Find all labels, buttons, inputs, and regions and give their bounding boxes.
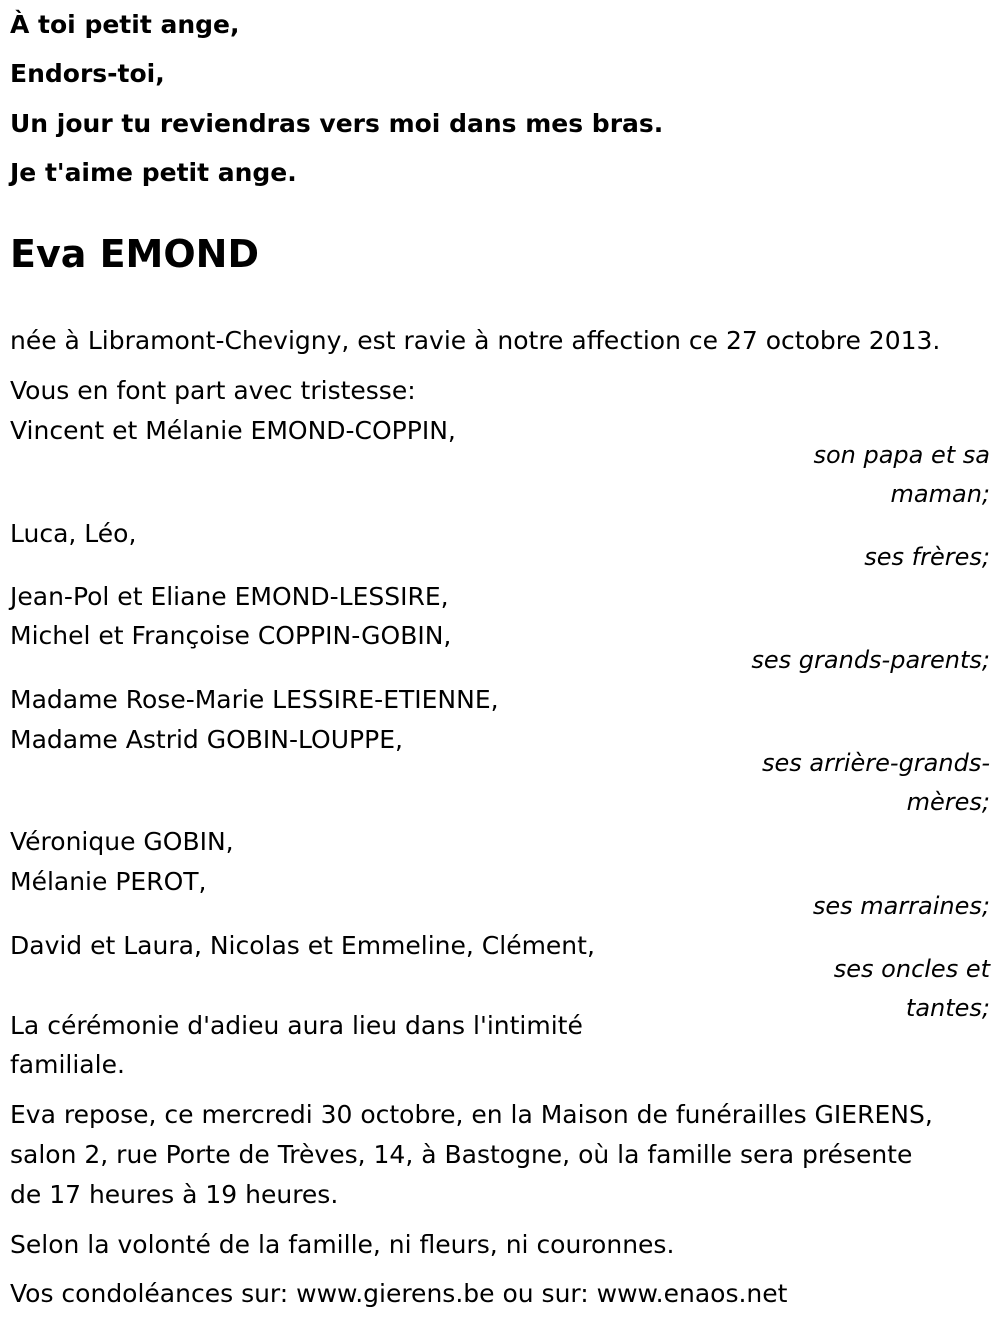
rest-line-3: de 17 heures à 19 heures. bbox=[10, 1180, 339, 1209]
great-grandmothers-names-2: Madame Astrid GOBIN-LOUPPE, bbox=[10, 725, 403, 754]
great-grandmothers-names-1: Madame Rose-Marie LESSIRE-ETIENNE, bbox=[10, 685, 499, 714]
intro-line: Vous en font part avec tristesse: bbox=[10, 376, 416, 405]
ceremony-line-1: La cérémonie d'adieu aura lieu dans l'intimité bbox=[10, 1011, 583, 1040]
birth-line: née à Libramont-Chevigny, est ravie à notre affection ce 27 octobre 2013. bbox=[10, 326, 941, 355]
ceremony-line-2: familiale. bbox=[10, 1050, 125, 1079]
deceased-name: Eva EMOND bbox=[10, 232, 260, 276]
uncles-aunts-names: David et Laura, Nicolas et Emmeline, Clément, bbox=[10, 931, 595, 960]
godmothers-names-1: Véronique GOBIN, bbox=[10, 827, 234, 856]
poem-line-4: Je t'aime petit ange. bbox=[10, 158, 297, 187]
parents-names: Vincent et Mélanie EMOND-COPPIN, bbox=[10, 416, 456, 445]
poem-line-1: À toi petit ange, bbox=[10, 10, 240, 39]
parents-relation: son papa et sa maman; bbox=[813, 441, 990, 508]
grandparents-names-1: Jean-Pol et Eliane EMOND-LESSIRE, bbox=[10, 582, 449, 611]
brothers-relation: ses frères; bbox=[864, 543, 990, 571]
wish-line: Selon la volonté de la famille, ni fleurs, ni couronnes. bbox=[10, 1230, 675, 1259]
rest-line-1: Eva repose, ce mercredi 30 octobre, en la Maison de funérailles GIERENS, bbox=[10, 1100, 933, 1129]
grandparents-names-2: Michel et Françoise COPPIN-GOBIN, bbox=[10, 621, 452, 650]
godmothers-relation: ses marraines; bbox=[812, 892, 990, 920]
brothers-names: Luca, Léo, bbox=[10, 519, 137, 548]
grandparents-relation: ses grands-parents; bbox=[751, 646, 990, 674]
godmothers-names-2: Mélanie PEROT, bbox=[10, 867, 207, 896]
condolences-line: Vos condoléances sur: www.gierens.be ou sur: www.enaos.net bbox=[10, 1279, 788, 1308]
rest-line-2: salon 2, rue Porte de Trèves, 14, à Bastogne, où la famille sera présente bbox=[10, 1140, 913, 1169]
great-grandmothers-relation: ses arrière-grands- mères; bbox=[762, 749, 990, 816]
poem-line-2: Endors-toi, bbox=[10, 59, 165, 88]
uncles-aunts-relation: ses oncles et tantes; bbox=[833, 955, 990, 1022]
poem-line-3: Un jour tu reviendras vers moi dans mes bras. bbox=[10, 109, 664, 138]
